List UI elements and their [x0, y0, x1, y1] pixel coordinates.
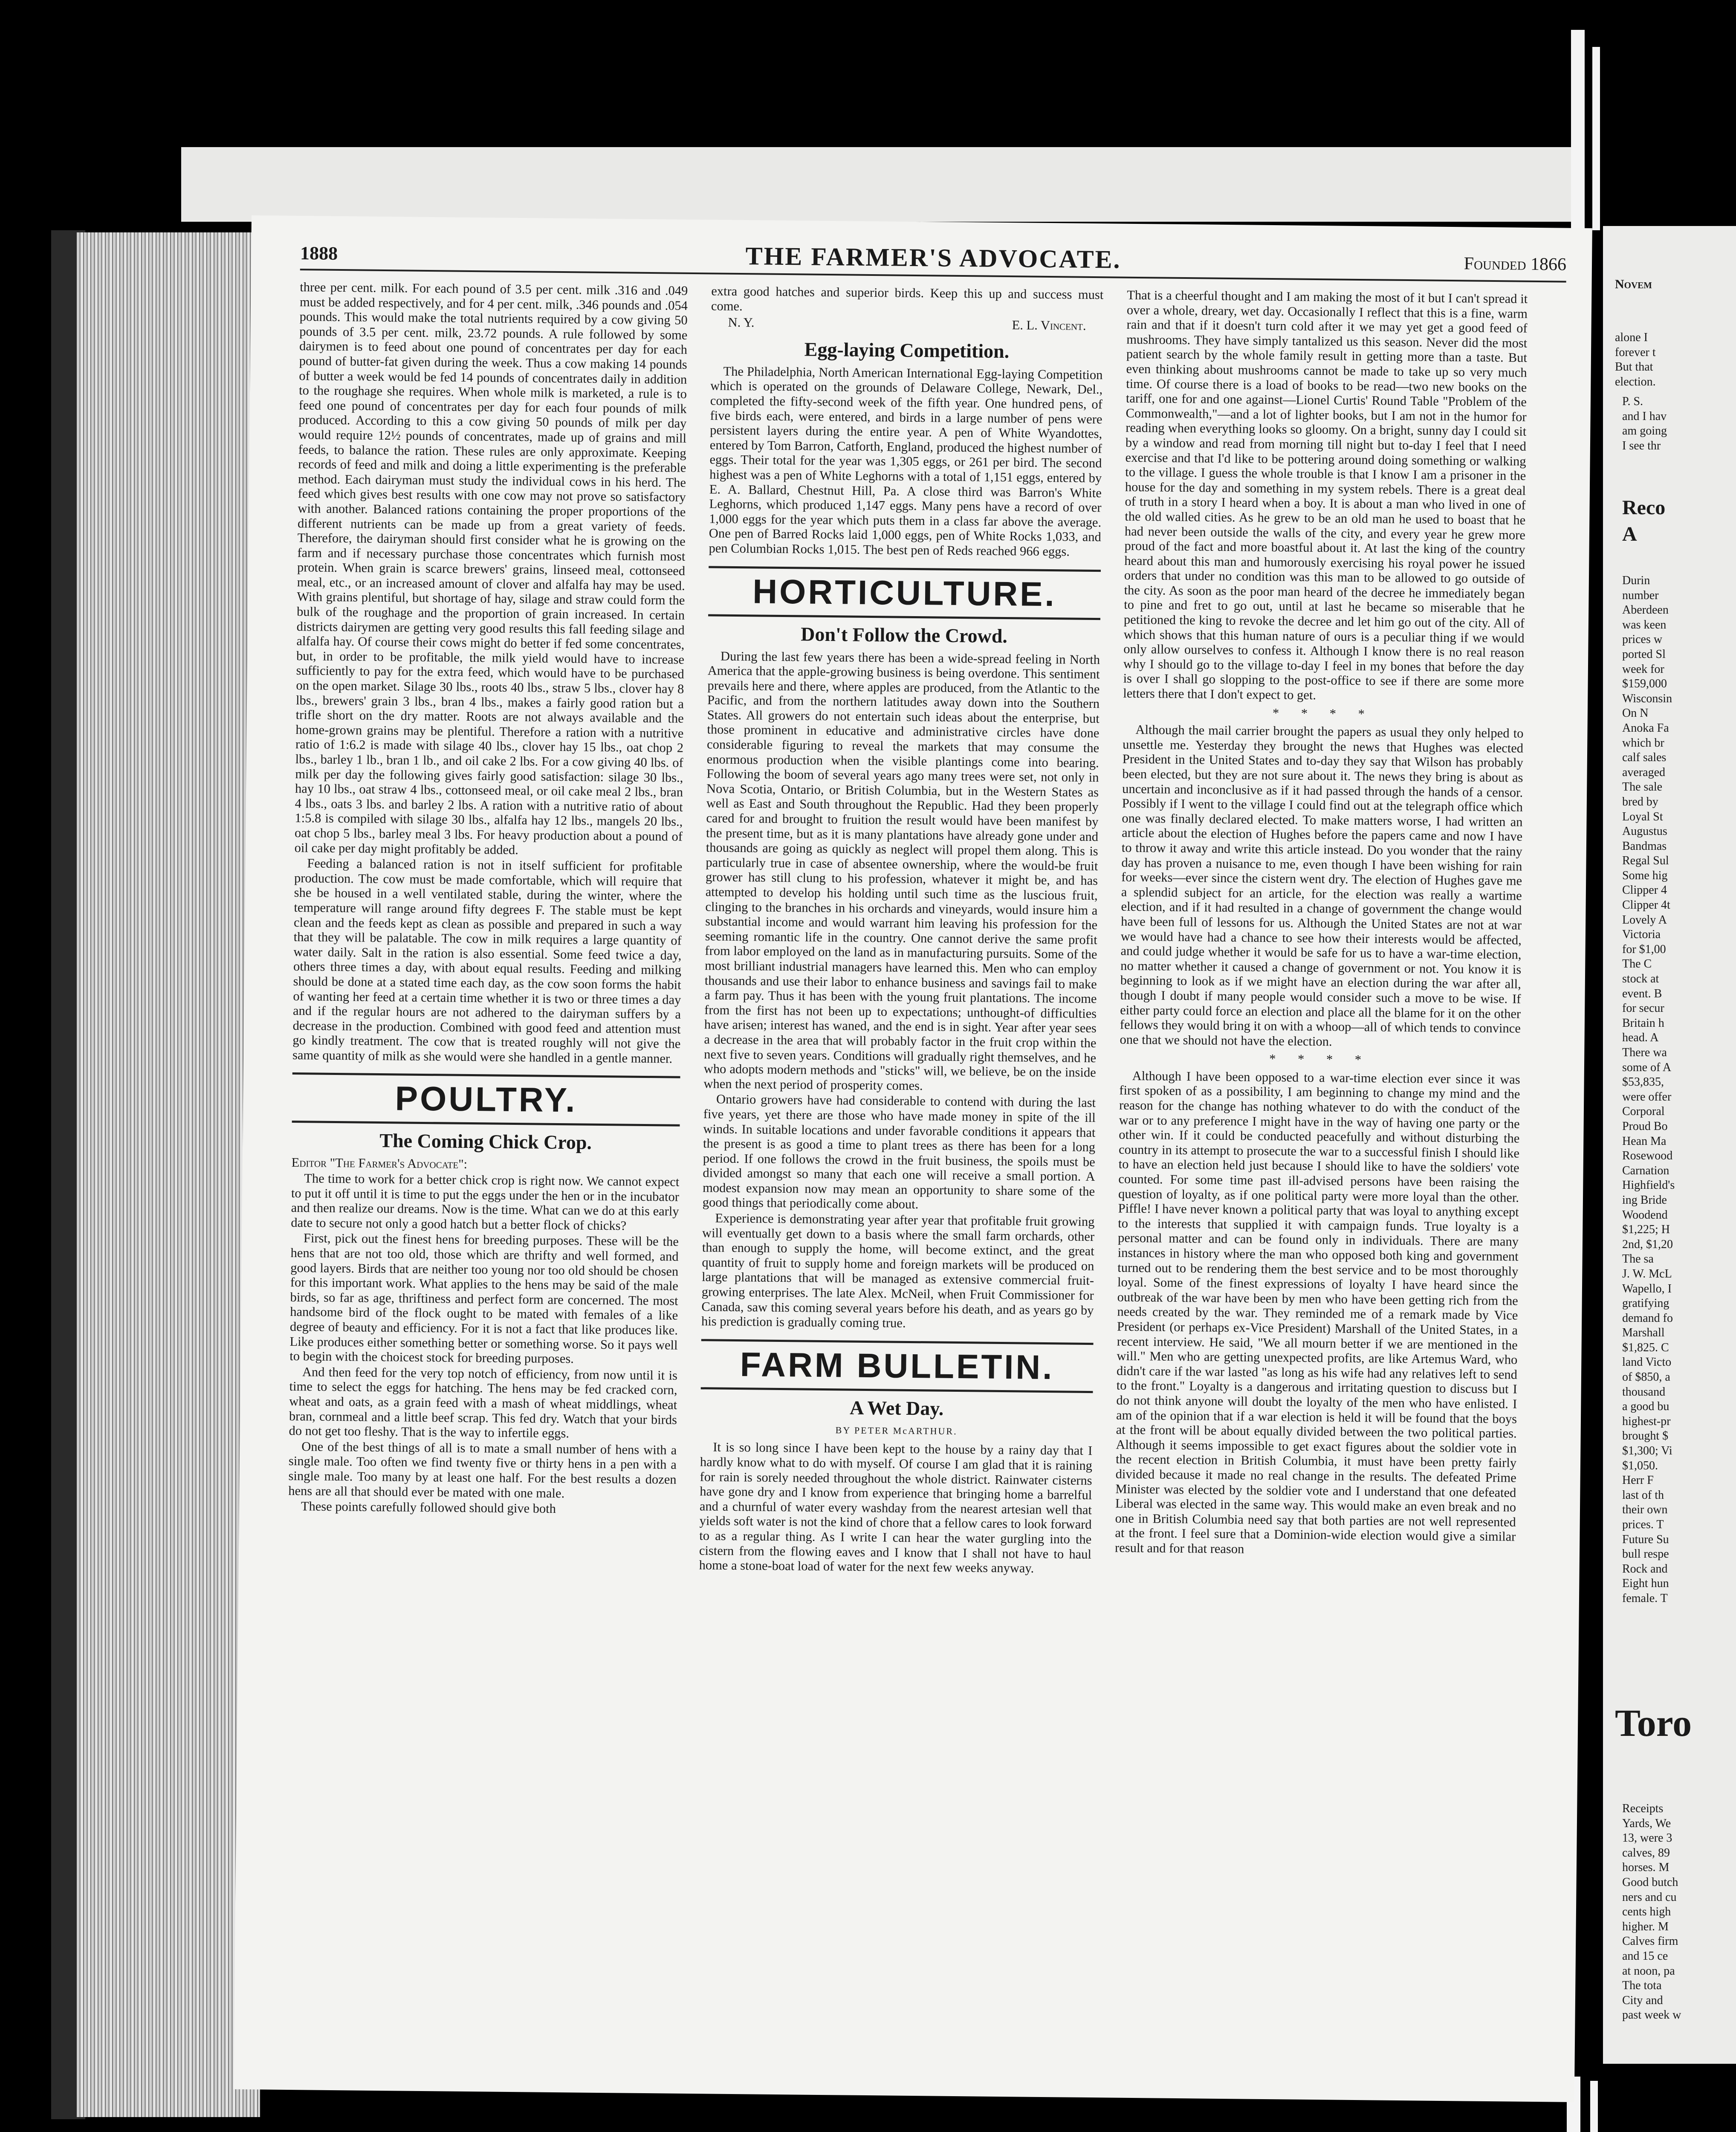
- adjacent-text-line: Calves firm: [1622, 1935, 1678, 1948]
- adjacent-text-line: P. S.: [1622, 395, 1643, 408]
- adjacent-text-line: election.: [1615, 375, 1656, 388]
- adjacent-text-line: ing Bride: [1622, 1193, 1667, 1207]
- adjacent-text-line: head. A: [1622, 1031, 1659, 1045]
- adjacent-text-line: forever t: [1615, 345, 1656, 359]
- adjacent-text-line: Proud Bo: [1622, 1119, 1668, 1133]
- adjacent-text-line: am going: [1622, 424, 1667, 438]
- adjacent-heading-1: [1622, 495, 1665, 547]
- adjacent-page-header: Novem: [1615, 277, 1652, 291]
- chick-text-cont: extra good hatches and superior birds. Keep this up and success must come.: [711, 284, 1104, 313]
- adjacent-text-line: Some hig: [1622, 869, 1668, 882]
- adjacent-text-line: event. B: [1622, 987, 1662, 1000]
- adjacent-text-line: a good bu: [1622, 1400, 1669, 1414]
- adjacent-text-line: Hean Ma: [1622, 1134, 1667, 1148]
- adjacent-text-line: were offer: [1622, 1090, 1672, 1104]
- adjacent-text-line: was keen: [1622, 618, 1667, 631]
- adjacent-text-line: ported Sl: [1622, 647, 1666, 661]
- adjacent-text-line: Lovely A: [1622, 913, 1667, 927]
- adjacent-text-line: Clipper 4t: [1622, 898, 1670, 912]
- adjacent-text-line: calves, 89: [1622, 1846, 1670, 1860]
- section-stars-1: * * * *: [1272, 705, 1374, 721]
- adjacent-text-line: $1,225; H: [1622, 1223, 1670, 1237]
- adjacent-text-line: prices. T: [1622, 1518, 1664, 1531]
- adjacent-text-line: The sa: [1622, 1252, 1654, 1266]
- adjacent-text-line: Victoria: [1622, 928, 1661, 941]
- wet-day-text-3: Although the mail carrier brought the papers as usual they only helped to unsettle me. Yesterday they brought the news that Hughes was elected President in the United States and to-day they say that Wilson has probably been elected, but they are not sure about it. The news they bring is about as uncertain and inconclusive as if it had passed through the hands of a censor. Possibly if I went to the village I could find out at the telegraph office which one was finally declared elected. To make matters worse, I had written an article about the election of Hughes before the papers came and now I have to throw it away and write this article instead. Do you wonder that the rainy day has proven a nuisance to me, even though I have been wishing for rain for weeks—ever since the cistern went dry. The election of Hughes gave me a splendid subject for an article, for the election was really a wartime election, and if it had resulted in a change of government the change would have been full of lessons for us. Although the United States are not at war we would have had a chance to see how their interests would be affected, and could judge whether it would be safe for us to have a war-time election, no matter whether it caused a change of government or not. You know it is beginning to look as if we might have an election during the war after all, though I doubt if many people would consider such a move to be wise. If either party could force an election and place all the blame for it on the other fellows they would bring it on with a whoop—all of which tends to convince one that we should not have the election.: [1120, 722, 1524, 1049]
- signoff-name: E. L. Vincent.: [1012, 318, 1086, 333]
- wet-day-text-2: That is a cheerful thought and I am making the most of it but I can't spread it over a whole, dreary, wet day. Occasionally I reflect that this is a fine, warm rain and that if it doesn't turn cold after it we may yet get a good feed of mushrooms. They have simply tantalized us this season. Never did the most patient search by the whole family result in getting more than a taste. But even thinking about mushrooms cannot be made to take up so very much time. Of course there is a load of books to be read—two new books on the tariff, one for and one against—Lionel Curtis' Round Table "Problem of the Commonwealth,"—and a lot of lighter books, but I am not in the humor for reading when everything looks so gloomy. On a bright, sunny day I could sit by a window and read from morning till night but to-day I feel that I need exercise and that I'd like to be pottering around doing something or walking to the village. I guess the whole trouble is that I know I am a prisoner in the house for the day and something in my system rebels. There is a great deal of truth in a story I heard when a boy. It is about a man who lived in one of the old walled cities. As he grew to be an old man he used to boast that he had never been outside the walls of the city, and every year he grew more proud of the fact and more boastful about it. At last the king of the country heard about this man and humorously exercising his royal power he issued orders that under no condition was this man to be allowed to go outside of the city. As soon as the poor man heard of the decree he immediately began to pine and fret to go out, until at last he became so miserable that he petitioned the king to revoke the decree and let him go out of the city. All of which shows that this human nature of ours is a peculiar thing if we would only allow ourselves to confess it. Although I know there is no real reason why I should go to the village to-day I feel in my bones that before the day is over I shall go slopping to the post-office to see if there are some more letters there that I don't expect to get.: [1123, 287, 1528, 703]
- adjacent-text-line: for $1,00: [1622, 942, 1666, 956]
- adjacent-text-line: Good butch: [1622, 1875, 1678, 1889]
- adjacent-text-line: 2nd, $1,20: [1622, 1237, 1673, 1251]
- adjacent-text-line: Aberdeen: [1622, 603, 1669, 617]
- adjacent-text-line: Augustus: [1622, 825, 1667, 838]
- article-title-chick-crop: The Coming Chick Crop.: [379, 1130, 592, 1154]
- adjacent-text-line: and 15 ce: [1622, 1949, 1668, 1963]
- adjacent-text-line: $159,000: [1622, 677, 1667, 691]
- adjacent-text-line: Anoka Fa: [1622, 721, 1669, 735]
- article-title-egg-laying: Egg-laying Competition.: [804, 338, 1010, 362]
- adjacent-text-line: of $850, a: [1622, 1370, 1670, 1384]
- adjacent-text-line: averaged: [1622, 765, 1666, 779]
- adjacent-text-line: bred by: [1622, 795, 1658, 808]
- founded-line: Founded 1866: [1464, 254, 1567, 275]
- wet-day-text-1: It is so long since I have been kept to the house by a rainy day that I hardly know what to do with myself. Of course I am glad that it is raining for rain is sorely needed throughout the whole district. Rainwater cisterns have gone dry and I know from experience that bringing home a barrelful and a churnful of water every washday from the nearest artesian well that yields soft water is not the kind of chore that a fellow cares to look forward to as a regular thing. As I write I can hear the water gurgling into the cistern from the flowing eaves and I know that I shall not have to haul home a stone-boat load of water for the next few weeks anyway.: [699, 1440, 1093, 1576]
- adjacent-page: [1603, 226, 1736, 2064]
- signoff: [711, 315, 1103, 333]
- adjacent-heading-line: Reco: [1622, 496, 1666, 519]
- section-heading-poultry: POULTRY.: [292, 1072, 680, 1127]
- article-title-wet-day: A Wet Day.: [849, 1396, 944, 1419]
- adjacent-text-line: Loyal St: [1622, 810, 1663, 823]
- section-heading-farm-bulletin: FARM BULLETIN.: [701, 1339, 1094, 1393]
- adjacent-heading-line: A: [1622, 523, 1637, 545]
- adjacent-text-line: $1,300; Vi: [1622, 1444, 1672, 1458]
- adjacent-text-line: calf sales: [1622, 751, 1667, 765]
- crowd-text-2: Ontario growers have had considerable to contend with during the last five years, yet there are those who have made money in spite of the ill winds. In suitable locations and under favorable conditions it appears that the present is as good a time to plant trees as there has been for a long period. If one follows the crowd in the fruit business, the spoils must be divided amongst so many that each one will receive a small portion. A modest expansion now may mean an opportunity to share some of the good things that periodically come about.: [702, 1092, 1096, 1212]
- chick-text-2: First, pick out the finest hens for breeding purposes. These will be the hens that are not too old, those which are thrifty and well formed, and good layers. Birds that are neither too young nor too old should be chosen for this important work. What applies to the hens may be said of the male birds, so far as age, thriftiness and perfect form are concerned. The most handsome bird of the flock ought to be mated with females of a like degree of beauty and efficiency. For it is not a fact that like produces like. Like produces either something better or something worse. So it pays well to begin with the choicest stock for breeding purposes.: [289, 1231, 679, 1366]
- adjacent-text-line: at noon, pa: [1622, 1964, 1675, 1978]
- adjacent-text-line: City and: [1622, 1993, 1663, 2007]
- chick-text-3: And then feed for the very top notch of efficiency, from now until it is time to select the eggs for hatching. The hens may be fed cracked corn, wheat and oats, as a grain feed with a mash of wheat middlings, wheat bran, cornmeal and a little beef scrap. This fed dry. Watch that your birds do not get too fleshy. That is the way to infertile eggs.: [289, 1364, 678, 1441]
- fold-line-top-2: [1592, 47, 1600, 230]
- dairy-text-2: Feeding a balanced ration is not in itself sufficient for profitable production. The cow must be made comfortable, which will require that she be housed in a well ventilated stable, during the winter, where the temperature will range around fifty degrees F. The stable must be kept clean and the feeds kept as clean as possible and prepared in such a way that they will be palatable. The cow in milk requires a large quantity of water daily. Salt in the ration is also essential. Some feed twice a day, others three times a day, with about equal results. Feeding and milking should be done at a stated time each day, as the cow soon forms the habit of wanting her feed at a certain time whether it is two or three times a day and if the regular hours are not adhered to the dairyman suffers by a decrease in the production. Combined with good feed and attention must go kindly treatment. The cow that is treated roughly will not give the same quantity of milk as she would were she handled in a gentle manner.: [292, 856, 683, 1066]
- adjacent-text-line: last of th: [1622, 1488, 1664, 1502]
- signoff-place: N. Y.: [728, 315, 755, 330]
- adjacent-text-line: Wisconsin: [1622, 692, 1672, 705]
- newspaper-page: [234, 215, 1592, 2102]
- adjacent-text-line: past week w: [1622, 2008, 1681, 2022]
- adjacent-text-line: and I hav: [1622, 409, 1667, 423]
- adjacent-text-line: Corporal: [1622, 1105, 1665, 1118]
- adjacent-text-line: Clipper 4: [1622, 884, 1667, 897]
- adjacent-text-line: Yards, We: [1622, 1816, 1671, 1830]
- adjacent-text-ps: [1622, 394, 1667, 453]
- adjacent-text-line: Herr F: [1622, 1474, 1654, 1487]
- adjacent-text-line: week for: [1622, 662, 1664, 676]
- adjacent-text-c: [1622, 1802, 1681, 2023]
- adjacent-text-line: highest-pr: [1622, 1414, 1671, 1428]
- adjacent-text-line: Rock and: [1622, 1562, 1668, 1576]
- column-3: [1110, 288, 1528, 2031]
- adjacent-text-line: Durin: [1622, 574, 1650, 587]
- book-page-edges: [77, 232, 260, 2117]
- chick-text-5: These points carefully followed should give both: [301, 1499, 556, 1516]
- adjacent-text-line: Carnation: [1622, 1164, 1669, 1177]
- adjacent-text-line: Rosewood: [1622, 1149, 1673, 1163]
- column-1: [283, 280, 688, 2023]
- page-number: 1888: [300, 243, 338, 264]
- adjacent-text-line: J. W. McL: [1622, 1267, 1672, 1280]
- crowd-text-1: During the last few years there has been a wide-spread feeling in North America that the apple-growing business is being overdone. This sentiment prevails here and there, where apples are produced, from the Atlantic to the Pacific, and from the northern latitudes away down into the Southern States. All growers do not entertain such ideas about the enterprise, but those prominent in educative and administrative circles have done considerable figuring to reveal the markets that may consume the enormous production when the visible plantings come into bearing. Following the boom of several years ago many trees were set, not only in Nova Scotia, Ontario, or British Columbia, but in the Western States as well as East and South throughout the Republic. Had they been properly cared for and brought to fruition the result would have been manifest by the present time, but as it is many plantations have already gone under and thousands are going as quickly as neglect will propel them along. This is particularly true in case of absentee ownership, where the would-be fruit grower has still clung to his profession, whatever it might be, and has attempted to develop his holding until such time as the luscious fruit, clinging to the branches in his orchards and vineyards, would insure him a substantial income and would warrant him leaving his profession for the seeming romantic life in the country. One cannot derive the same profit from labor employed on the land as in manufacturing pursuits. Some of the most brilliant industrial managers have learned this. Men who can employ thousands and use their labor to enhance business and savings fail to make a farm pay. Thus it has been with the young fruit plantations. The income from the first has not been up to expectations; unthought-of difficulties have arisen; interest has waned, and the end is in sight. Year after year sees a decrease in the area that will probably factor in the fruit crop within the next five to seven years. Conditions will gradually right themselves, and he who adopts modern methods and "sticks" will, we believe, be on the inside when the next period of prosperity comes.: [703, 649, 1100, 1093]
- adjacent-text-line: $53,835,: [1622, 1075, 1664, 1089]
- adjacent-text-line: Bandmas: [1622, 839, 1667, 853]
- adjacent-text-line: alone I: [1615, 331, 1648, 344]
- adjacent-text-line: The tota: [1622, 1979, 1662, 1993]
- chick-text-1: The time to work for a better chick crop is right now. We cannot expect to put it off until it is time to put the eggs under the hen or in the incubator and then realize our dreams. Now is the time. What can we do at this early date to secure not only a good hatch but a better flock of chicks?: [291, 1171, 680, 1233]
- adjacent-text-line: Britain h: [1622, 1016, 1664, 1030]
- editor-line: Editor "The Farmer's Advocate":: [291, 1155, 468, 1172]
- fold-line-top: [1571, 30, 1585, 230]
- adjacent-text-line: Eight hun: [1622, 1577, 1669, 1590]
- adjacent-text-line: land Victo: [1622, 1356, 1672, 1369]
- page-header: [300, 237, 1567, 279]
- adjacent-text-line: demand fo: [1622, 1311, 1673, 1325]
- adjacent-text-line: higher. M: [1622, 1920, 1669, 1933]
- page-top-margin: [181, 147, 1580, 222]
- adjacent-text-line: But that: [1615, 360, 1653, 374]
- adjacent-text-line: some of A: [1622, 1060, 1672, 1074]
- adjacent-text-b: [1622, 574, 1675, 1606]
- egg-text: The Philadelphia, North American International Egg-laying Competition which is operated on the grounds of Delaware College, Newark, Del., completed the fifty-second week of the fifth year. One hundred pens, of five birds each, were entered, and birds in a large number of pens were persistent layers during the entire year. A pen of White Wyandottes, entered by Tom Barron, Catforth, England, produced the highest number of eggs. Their total for the year was 1,305 eggs, or 261 per bird. The second highest was a pen of White Leghorns with a total of 1,151 eggs, entered by E. A. Ballard, Chestnut Hill, Pa. A close third was Barron's White Leghorns, which produced 1,147 eggs. Many pens have a record of over 1,000 eggs for the year which puts them in a class far above the average. One pen of Barred Rocks laid 1,000 eggs, pen of White Rocks 1,033, and pen Columbian Rocks 1,015. The best pen of Reds reached 966 eggs.: [709, 364, 1103, 559]
- masthead-title: THE FARMER'S ADVOCATE.: [745, 242, 1121, 274]
- adjacent-text-line: ners and cu: [1622, 1890, 1677, 1904]
- adjacent-text-line: On N: [1622, 707, 1649, 720]
- adjacent-text-line: their own: [1622, 1503, 1668, 1517]
- crowd-text-3: Experience is demonstrating year after year that profitable fruit growing will eventually get down to a basis where the small farm orchards, other than enough to supply the home, will become extinct, and the great quantity of fruit to supply home and foreign markets will be produced on large plantations that will be managed as extensive commercial fruit-growing enterprises. The late Alex. McNeil, when Fruit Commissioner for Canada, saw this coming several years before his death, and as years go by his prediction is gradually coming true.: [701, 1211, 1095, 1331]
- article-title-crowd: Don't Follow the Crowd.: [801, 623, 1008, 647]
- wet-day-text-4: Although I have been opposed to a war-time election ever since it was first spoken of as a possibility, I am beginning to change my mind and the reason for the change has nothing whatever to do with the conduct of the war or to any preference I might have in the way of having one party or the other win. If it could be conducted peacefully and without disturbing the country in its attempt to prosecute the war to a successful finish I should like to have an election held just because I should like to have the soldiers' vote counted. For some time past ill-advised persons have been raising the question of loyalty, as if one political party were more loyal than the other. Piffle! I have never known a political party that was loyal to anything except to the interests that supplied it with campaign funds. True loyalty is a personal matter and can be found only in individuals. There are many instances in history where the man who opposed both king and government turned out to be rendering them the best service and to be most thoroughly loyal. Some of the finest expressions of loyalty I have heard since the outbreak of the war have been by men who have been getting rich from the needs created by the war. They reminded me of a remark made by Vice President (or perhaps ex-Vice President) Marshall of the United States, in a recent interview. He said, "We all mourn better if we are mentioned in the will." Men who are getting unexpected profits, are like Artemus Ward, who didn't care if the war lasted "as long as his wife had any relatives left to send to the front." Loyalty is a dangerous and irritating question to discuss but I do not think anyone will doubt the loyalty of the men who have enlisted. I am of the opinion that if a war election is held it will be found that the boys at the front will be about equally divided between the two political parties. Although it seems impossible to get exact figures about the soldier vote in the recent election in British Columbia, it must have been pretty fairly divided because it made no real change in the results. The defeated Prime Minister was elected by the soldier vote and I understand that one defeated Liberal was elected in the same way. This would make an even break and no one in British Columbia need say that both parties are not well represented at the front. I feel sure that a Dominion-wide election would give a similar result and for that reason: [1114, 1068, 1520, 1556]
- column-2: [694, 284, 1103, 2027]
- byline: BY PETER McARTHUR.: [835, 1425, 958, 1437]
- adjacent-heading-2: Toro: [1615, 1702, 1692, 1744]
- adjacent-text-line: Regal Sul: [1622, 854, 1669, 868]
- adjacent-text-line: horses. M: [1622, 1861, 1669, 1874]
- adjacent-text-line: gratifying: [1622, 1297, 1669, 1310]
- adjacent-text-line: $1,050.: [1622, 1459, 1658, 1472]
- adjacent-text-line: Marshall: [1622, 1326, 1665, 1340]
- adjacent-text-line: I see thr: [1622, 439, 1661, 452]
- adjacent-text-line: The sale: [1622, 780, 1663, 794]
- adjacent-text-line: female. T: [1622, 1591, 1668, 1605]
- fold-line-bottom-2: [1590, 2081, 1598, 2132]
- adjacent-text-line: There wa: [1622, 1046, 1667, 1059]
- adjacent-text-a: [1615, 330, 1656, 389]
- adjacent-text-line: brought $: [1622, 1429, 1669, 1443]
- section-heading-horticulture: HORTICULTURE.: [708, 566, 1101, 620]
- adjacent-text-line: bull respe: [1622, 1547, 1669, 1561]
- adjacent-text-line: cents high: [1622, 1905, 1671, 1919]
- adjacent-text-line: 13, were 3: [1622, 1831, 1672, 1845]
- adjacent-text-line: Future Su: [1622, 1532, 1669, 1546]
- adjacent-text-line: prices w: [1622, 633, 1663, 646]
- adjacent-text-line: which br: [1622, 736, 1664, 750]
- adjacent-text-line: number: [1622, 588, 1659, 602]
- section-stars-2: * * * *: [1269, 1052, 1371, 1067]
- adjacent-text-line: Receipts: [1622, 1802, 1664, 1815]
- adjacent-text-line: $1,825. C: [1622, 1341, 1669, 1354]
- adjacent-text-line: The C: [1622, 957, 1652, 971]
- adjacent-text-line: for secur: [1622, 1002, 1664, 1015]
- adjacent-text-line: Highfield's: [1622, 1179, 1675, 1192]
- chick-text-4: One of the best things of all is to mate a small number of hens with a single male. Too often we find twenty five or thirty hens in a pen with a single male. Too many by at least one half. For the best results a dozen hens are all that should ever be mated with one male.: [288, 1439, 677, 1501]
- adjacent-text-line: Woodend: [1622, 1208, 1668, 1222]
- adjacent-text-line: stock at: [1622, 972, 1659, 986]
- adjacent-text-line: thousand: [1622, 1385, 1666, 1399]
- adjacent-text-line: Wapello, I: [1622, 1282, 1672, 1295]
- dairy-text: three per cent. milk. For each pound of 3.5 per cent. milk .316 and .049 must be added respectively, and for 4 per cent. milk, .346 pounds and .054 pounds. This would make the total nutrients required by a cow giving 50 pounds of 3.5 per cent. milk, 23.72 pounds. A rule followed by some dairymen is to feed about one pound of concentrates per day for each pound of butter-fat given during the week. Thus a cow making 14 pounds of butter a week would be fed 14 pounds of concentrates daily in addition to the roughage she requires. When whole milk is marketed, a rule is to feed one pound of concentrates per day for each four pounds of milk produced. According to this a cow giving 50 pounds of milk per day would require 12½ pounds of concentrates, made up of grains and mill feeds, to balance the ration. These rules are only approximate. Keeping records of feed and milk and doing a little experimenting is the preferable method. Each dairyman must study the individual cows in his herd. The feed which gives best results with one cow may not prove so satisfactory with another. Balanced rations containing the proper proportions of the different nutrients can be made up from a great variety of feeds. Therefore, the dairyman should first consider what he is growing on the farm and if necessary purchase those concentrates which furnish most protein. When grain is scarce brewers' grains, linseed meal, cottonseed meal, etc., or an increased amount of clover and alfalfa hay may be used. With grains plentiful, but shortage of hay, silage and straw could form the bulk of the roughage and the proportion of grain increased. In certain districts dairymen are getting very good results this fall feeding silage and alfalfa hay. Of course their cows might do better if fed some concentrates, but, in order to be profitable, the milk yield would have to increase sufficiently to pay for the extra feed, which would have to be purchased on the open market. Silage 30 lbs., roots 40 lbs., straw 5 lbs., clover hay 8 lbs., brewers' grain 3 lbs., bran 4 lbs., makes a fairly good ration but a trifle short on the dry matter. Roots are not always available and the home-grown grains may be plentiful. Therefore a ration with a nutritive ratio of 1:6.2 is made with silage 40 lbs., clover hay 15 lbs., oat chop 2 lbs., barley 1 lb., bran 1 lb., and oil cake 2 lbs. For a cow giving 40 lbs. of milk per day the following gives fairly good satisfaction: silage 30 lbs., hay 10 lbs., oat straw 4 lbs., cottonseed meal, or oil cake meal 2 lbs., bran 4 lbs., oats 3 lbs. and barley 2 lbs. A ration with a nutritive ratio of about 1:5.8 is compiled with silage 30 lbs., alfalfa hay 12 lbs., mangels 20 lbs., oat chop 5 lbs., barley meal 3 lbs. For heavy production about a pound of oil cake per day might profitably be added.: [294, 280, 688, 857]
